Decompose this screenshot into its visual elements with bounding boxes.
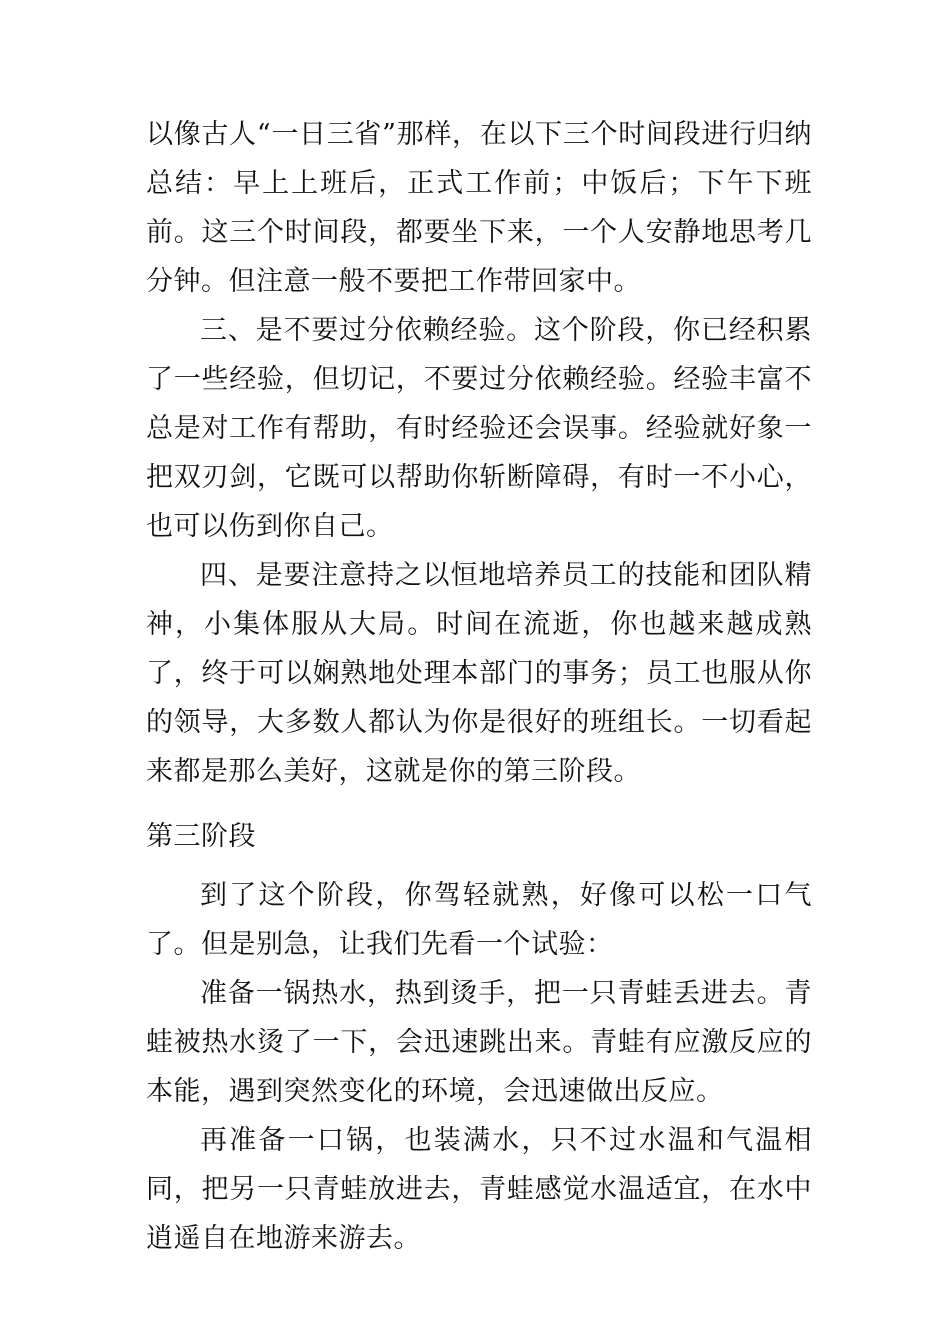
- document-body: [146, 110, 812, 1263]
- paragraph-point-four: 四、是要注意持之以恒地培养员工的技能和团队精神，小集体服从大局。时间在流逝，你也越来越成熟了，终于可以娴熟地处理本部门的事务；员工也服从你的领导，大多数人都认为你是很好的班组长。一切看起来都是那么美好，这就是你的第三阶段。: [146, 560, 812, 787]
- paragraph-summary-times: 以像古人“一日三省”那样，在以下三个时间段进行归纳总结：早上上班后，正式工作前；中饭后；下午下班前。这三个时间段，都要坐下来，一个人安静地思考几分钟。但注意一般不要把工作带回家中。: [146, 119, 812, 297]
- section-heading: 第三阶段: [146, 821, 256, 852]
- paragraph-point-three: 三、是不要过分依赖经验。这个阶段，你已经积累了一些经验，但切记，不要过分依赖经验。经验丰富不总是对工作有帮助，有时经验还会误事。经验就好象一把双刃剑，它既可以帮助你斩断障碍，有时一不小心，也可以伤到你自己。: [146, 315, 812, 542]
- paragraph-hot-water-experiment: 准备一锅热水，热到烫手，把一只青蛙丢进去。青蛙被热水烫了一下，会迅速跳出来。青蛙有应激反应的本能，遇到突然变化的环境，会迅速做出反应。: [146, 978, 812, 1107]
- paragraph-stage-three-intro: 到了这个阶段，你驾轻就熟，好像可以松一口气了。但是别急，让我们先看一个试验：: [146, 880, 812, 960]
- paragraph-warm-water-experiment: 再准备一口锅，也装满水，只不过水温和气温相同，把另一只青蛙放进去，青蛙感觉水温适宜，在水中逍遥自在地游来游去。: [146, 1125, 812, 1254]
